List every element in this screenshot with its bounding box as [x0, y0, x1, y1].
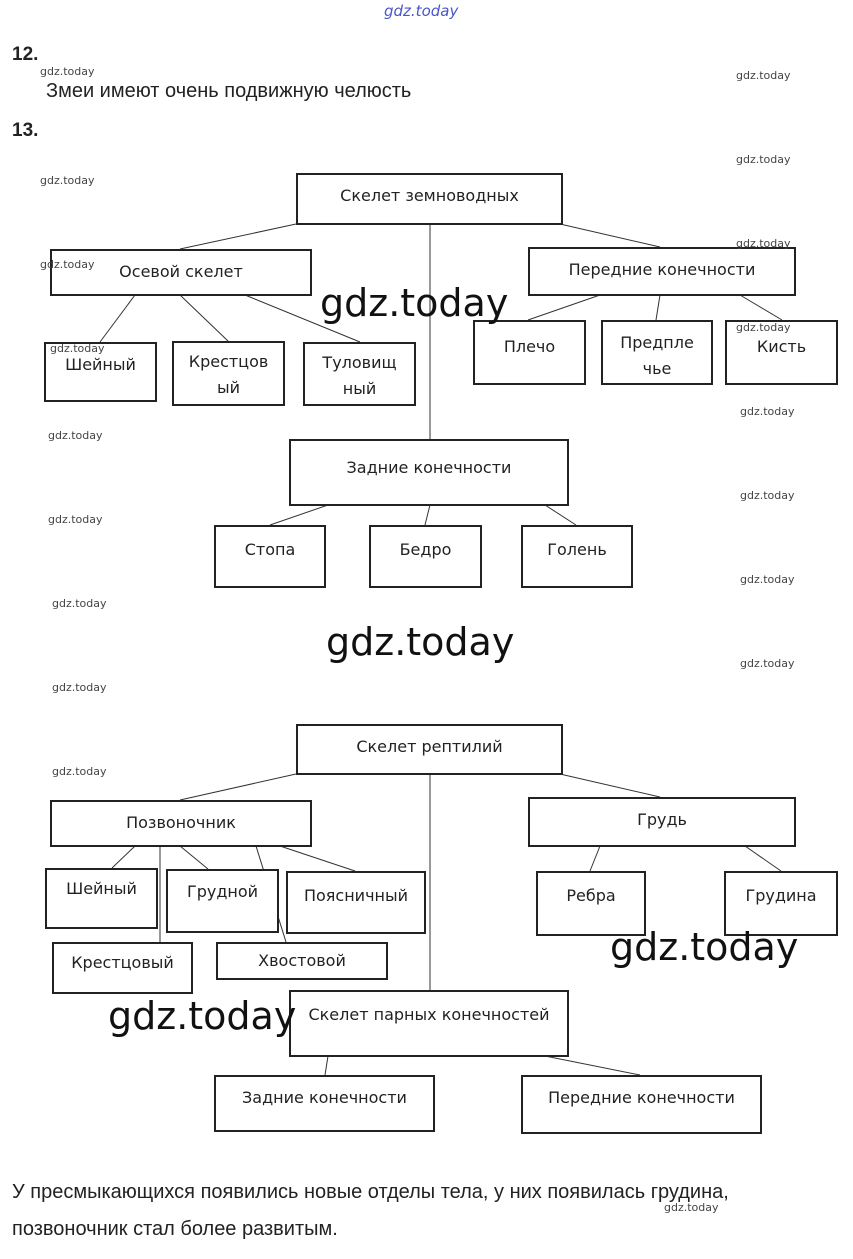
watermark: gdz.today: [736, 69, 791, 82]
question-12-number: 12.: [12, 44, 39, 65]
watermark: gdz.today: [736, 153, 791, 166]
reptile-paired-limbs-node: Скелет парных конечностей: [289, 990, 569, 1057]
watermark: gdz.today: [736, 321, 791, 334]
watermark: gdz.today: [740, 489, 795, 502]
reptile-thoracic-node: Грудной: [166, 869, 279, 933]
question-12-answer: Змеи имеют очень подвижную челюсть: [46, 80, 412, 102]
watermark: gdz.today: [740, 657, 795, 670]
amphibian-shin-node: Голень: [521, 525, 633, 588]
watermark: gdz.today: [52, 681, 107, 694]
watermark: gdz.today: [52, 597, 107, 610]
amphibian-thigh-node: Бедро: [369, 525, 482, 588]
reptile-ribs-node: Ребра: [536, 871, 646, 936]
conclusion-line-2: позвоночник стал более развитым.: [12, 1218, 338, 1240]
watermark: gdz.today: [740, 405, 795, 418]
reptile-tail-node: Хвостовой: [216, 942, 388, 980]
watermark: gdz.today: [50, 342, 105, 355]
amphibian-hand-node: Кисть: [725, 320, 838, 385]
reptile-chest-node: Грудь: [528, 797, 796, 847]
watermark: gdz.today: [48, 429, 103, 442]
watermark: gdz.today: [740, 573, 795, 586]
amphibian-forearm-node: Предпле чье: [601, 320, 713, 385]
amphibian-axial-node: Осевой скелет: [50, 249, 312, 296]
watermark: gdz.today: [48, 513, 103, 526]
watermark: gdz.today: [52, 765, 107, 778]
question-13-number: 13.: [12, 120, 39, 141]
watermark: gdz.today: [40, 174, 95, 187]
conclusion-line-1: У пресмыкающихся появились новые отделы тела, у них появилась грудина,: [12, 1181, 729, 1203]
watermark-large: gdz.today: [610, 925, 799, 969]
watermark: gdz.today: [40, 258, 95, 271]
amphibian-shoulder-node: Плечо: [473, 320, 586, 385]
reptile-root-node: Скелет рептилий: [296, 724, 563, 775]
reptile-spine-node: Позвоночник: [50, 800, 312, 847]
reptile-neck-node: Шейный: [45, 868, 158, 929]
reptile-hind-limbs-node: Задние конечности: [214, 1075, 435, 1132]
watermark: gdz.today: [664, 1201, 719, 1214]
reptile-sacral-node: Крестцовый: [52, 942, 193, 994]
amphibian-sacral-node: Крестцов ый: [172, 341, 285, 406]
amphibian-root-node: Скелет земноводных: [296, 173, 563, 225]
header-watermark: gdz.today: [384, 2, 459, 20]
watermark-large: gdz.today: [326, 620, 515, 664]
amphibian-neck-node: Шейный: [44, 342, 157, 402]
amphibian-foot-node: Стопа: [214, 525, 326, 588]
amphibian-front-limbs-node: Передние конечности: [528, 247, 796, 296]
watermark-large: gdz.today: [108, 994, 297, 1038]
amphibian-trunk-node: Туловищ ный: [303, 342, 416, 406]
reptile-sternum-node: Грудина: [724, 871, 838, 936]
watermark: gdz.today: [40, 65, 95, 78]
watermark-large: gdz.today: [320, 281, 509, 325]
reptile-front-limbs-node: Передние конечности: [521, 1075, 762, 1134]
watermark: gdz.today: [736, 237, 791, 250]
amphibian-hind-limbs-node: Задние конечности: [289, 439, 569, 506]
reptile-lumbar-node: Поясничный: [286, 871, 426, 934]
